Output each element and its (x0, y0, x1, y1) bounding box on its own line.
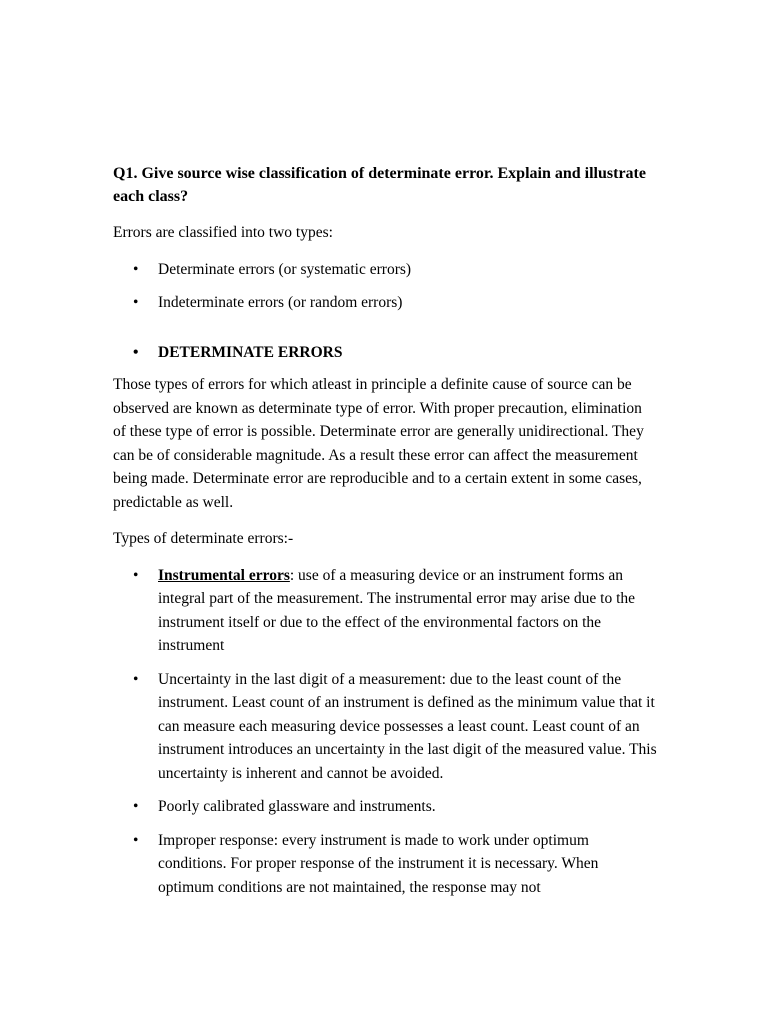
bullet-icon: • (133, 294, 139, 311)
list-item-improper-response (113, 829, 658, 900)
list-item-text: Indeterminate errors (or random errors) (158, 294, 403, 311)
section-heading-text: DETERMINATE ERRORS (158, 343, 343, 361)
intro-text: Errors are classified into two types: (113, 224, 333, 241)
instrumental-title: Instrumental errors (158, 566, 290, 584)
improper-response-text: Improper response: every instrument is made to work under optimum conditions. For proper response of the instrument it is necessary. When optimum conditions are not maintained, the response may not (158, 831, 599, 896)
list-item (113, 291, 658, 315)
bullet-icon: • (133, 260, 139, 278)
section-heading (113, 341, 658, 365)
bullet-icon: • (133, 566, 139, 584)
list-item (113, 258, 658, 282)
error-types-list (113, 258, 658, 315)
question-heading: Q1. Give source wise classification of determinate error. Explain and illustrate each class? (113, 165, 646, 205)
calibration-text: Poorly calibrated glassware and instruments. (158, 798, 436, 815)
document-page (113, 162, 658, 909)
section-paragraph: Those types of errors for which atleast in principle a definite cause of source can be observed are known as determinate type of error. With proper precaution, elimination of these type of error is possible. Determinate error are generally unidirectional. They can be of considerable magnitude. As a result these error can affect the measurement being made. Determinate error are reproducible and to a certain extent in some cases, predictable as well. (113, 376, 644, 511)
bullet-icon: • (133, 798, 139, 815)
list-item-text: Determinate errors (or systematic errors) (158, 260, 412, 278)
uncertainty-text: Uncertainty in the last digit of a measurement: due to the least count of the instrument. Least count of an instrument is defined as the minimum value that it can measure each measuring device possesses a least count. Least count of an instrument introduces an uncertainty in the last digit of the measured value. This uncertainty is inherent and cannot be avoided. (158, 670, 657, 782)
bullet-icon: • (133, 670, 139, 688)
list-item-calibration (113, 795, 658, 819)
section-heading-list (113, 341, 658, 365)
list-item-instrumental (113, 564, 658, 658)
instrumental-text: : use of a measuring device or an instrument forms an integral part of the measurement. The instrumental error may arise due to the instrument itself or due to the effect of the environmental factors on the instrument (158, 566, 636, 654)
list-item-uncertainty (113, 668, 658, 786)
bullet-icon: • (133, 831, 139, 849)
determinate-types-list (113, 564, 658, 900)
types-intro: Types of determinate errors:- (113, 530, 294, 547)
bullet-icon: • (133, 343, 139, 361)
